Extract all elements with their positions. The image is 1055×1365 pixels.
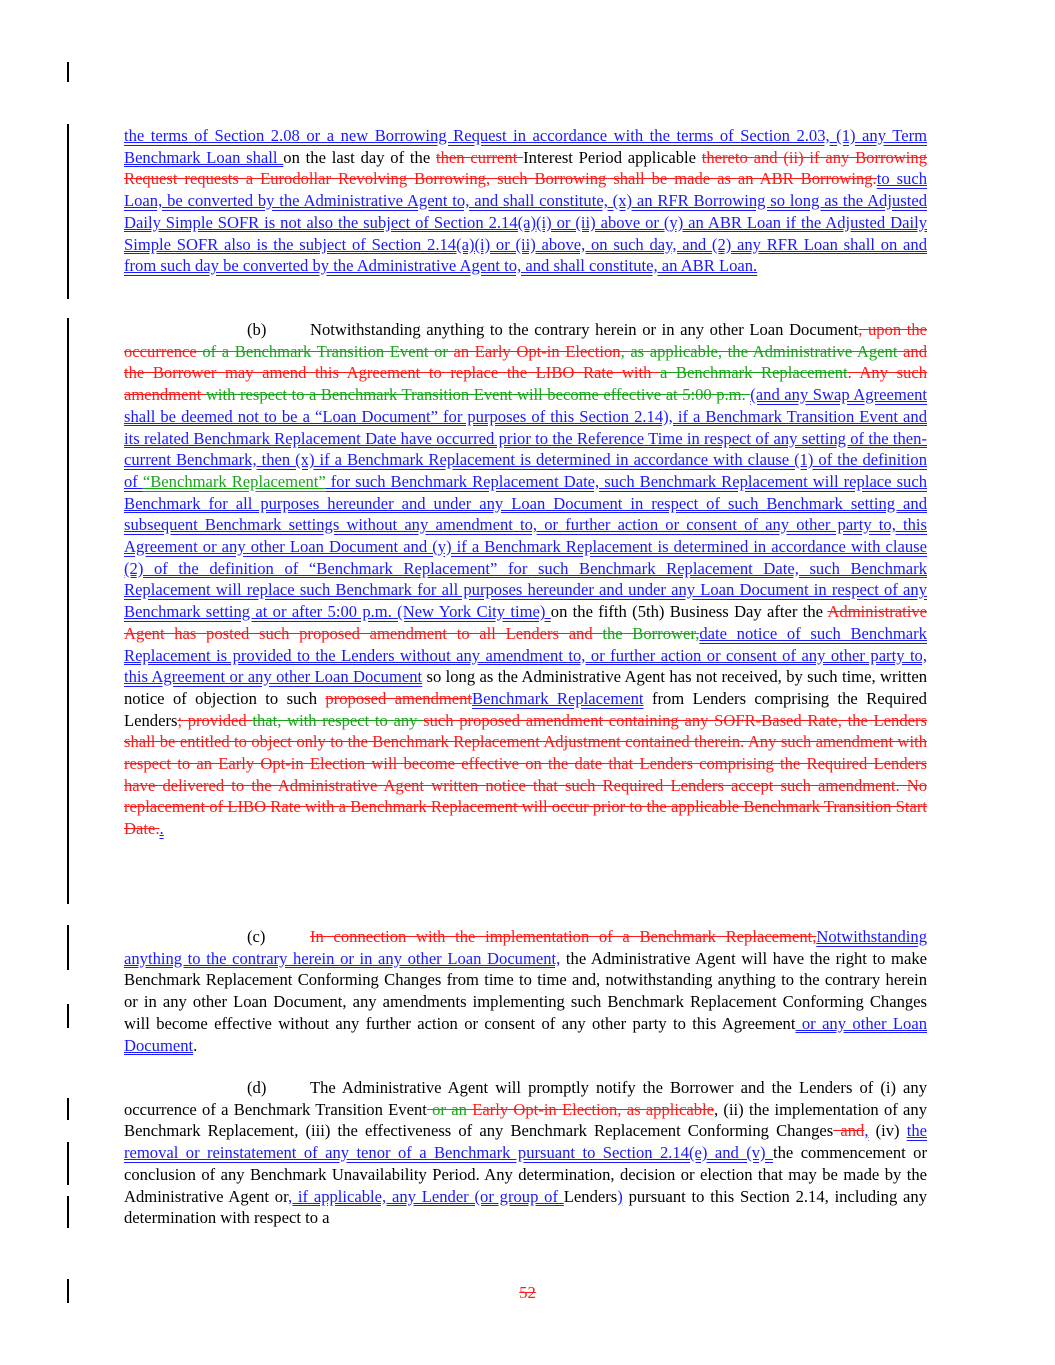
inserted-text: date notice of such Benchmark Replacement is provided to the Lenders without any amendment to, or further action or consent of any other party to, this Agreement or any other Loan Document (124, 623, 927, 687)
text: , (ii) the implementation of any Benchmark Replacement, (iii) the effectiveness of any Benchmark Replacement Conforming Changes (124, 1099, 928, 1141)
deleted-text: Early Opt-in Election, as applicable (472, 1099, 714, 1119)
inserted-text: to such Loan, be converted by the Administrative Agent to, and shall constitute, (x) an RFR Borrowing so long as the Adjusted Daily Simple SOFR is not also the subject of Section 2.14(a)(i) or (ii) above or (y) an ABR Loan if the Adjusted Daily Simple SOFR also is the subject of Section 2.14(a)(i) or (ii) above, on such day, and (2) any RFR Loan shall on and from such day be converted by the Administrative Agent to, and shall constitute, an ABR Loan. (124, 169, 927, 276)
moved-inserted-text: “Benchmark Replacement” (142, 471, 326, 491)
change-bar (67, 62, 69, 82)
moved-text: of a Benchmark Transition Event or (202, 341, 454, 361)
deleted-text: , upon the occurrence (124, 320, 928, 361)
deleted-text: ; provided (177, 710, 253, 730)
text: the Administrative Agent will have the right to make Benchmark Replacement Conforming Changes from time to time and, notwithstanding anything to the contrary herein or in any other Loan Document, any amendments implementing such Benchmark Replacement Conforming Changes will become effective without any further action or consent of any other party to this Agreement (124, 948, 927, 1033)
inserted-text: Benchmark Replacement (472, 688, 644, 708)
moved-text: , as applicable, the Administrative Agent (620, 341, 904, 361)
change-bar (67, 1004, 69, 1028)
moved-text: the Borrower, (602, 623, 700, 643)
inserted-text: , if applicable, any Lender (or group of (287, 1186, 564, 1206)
inserted-text: ) (617, 1186, 623, 1206)
inserted-text: or any other Loan Document (124, 1013, 927, 1055)
deleted-text: then current (435, 147, 524, 167)
deleted-text: In connection with the implementation of a Benchmark Replacement, (310, 927, 817, 946)
text: the commencement or conclusion of any Benchmark Unavailability Period. Any determination, decision or election that may be made by the Administrative Agent or (124, 1143, 927, 1206)
paragraph-d (124, 1077, 927, 1229)
deleted-text: (ii) if any Borrowing Request requests a Eurodollar Revolving Borrowing, such Borrowing shall be made as an ABR Borrowing. (124, 147, 927, 189)
inserted-text: the removal or reinstatement of any tenor of a Benchmark pursuant to Section 2.14(e) and (v) (124, 1121, 927, 1163)
inserted-text: for such Benchmark Replacement Date, such Benchmark Replacement will replace such Benchmark for all purposes hereunder and under any Loan Document in respect of such Benchmark setting and subsequent Benchmark settings without any amendment to, or further action or consent of any other party to, this Agreement or any other Loan Document and (y) if a Benchmark Replacement is determined in accordance with clause (2) of the definition of “Benchmark Replacement” for such Benchmark Replacement Date, such Benchmark Replacement will replace such Benchmark for all purposes hereunder and under any Loan Document in respect of any Benchmark setting at or after 5:00 p.m. (New York City time) (124, 471, 927, 622)
change-bar (67, 1142, 69, 1185)
text: Interest Period applicable (523, 147, 702, 167)
deleted-text: Administrative Agent has posted such proposed amendment to all Lenders and (124, 602, 927, 643)
moved-text: or an (426, 1099, 473, 1119)
text: . (193, 1035, 198, 1055)
deleted-text: such proposed amendment containing any SOFR-Based Rate, the Lenders shall be entitled to object only to the Benchmark Replacement Adjustment contained therein. Any such amendment with respect to an Early Opt-in Election will become effective on the date that Lenders comprising the Required Lenders have delivered to the Administrative Agent written notice that such Required Lenders accept such amendment. No replacement of LIBO Rate with a Benchmark Replacement will occur prior to the applicable Benchmark Transition Start Date. (124, 710, 927, 839)
text: Lenders (563, 1186, 618, 1206)
deleted-text: and (833, 1121, 865, 1141)
deleted-text: an Early Opt-in Election (453, 341, 621, 361)
deleted-text: . Any such amendment (124, 363, 927, 405)
text: The Administrative Agent will promptly notify the Borrower and the Lenders of (i) any occurrence of a Benchmark Transition Event (124, 1078, 927, 1119)
moved-text: that, with respect to any (252, 710, 424, 730)
text: on the last day of the (283, 147, 436, 167)
page-number: 52 (519, 1283, 536, 1302)
inserted-text: . (159, 819, 164, 839)
deleted-text: thereto and (701, 147, 778, 167)
change-bar (67, 1098, 69, 1120)
paragraph-c (124, 926, 927, 1056)
text: pursuant to this Section 2.14, including any determination with respect to a (124, 1186, 928, 1228)
moved-text: with respect to a Benchmark Transition Event will become effective at 5:00 p.m. (205, 385, 751, 405)
text: on the fifth (5th) Business Day after the (550, 602, 828, 622)
text: so long as the Administrative Agent has not received, by such time, written notice of objection to such (124, 667, 927, 708)
paragraph-a-continuation (124, 125, 927, 277)
deleted-text: proposed amendment (325, 688, 473, 708)
paragraph-label: (c) (247, 927, 266, 946)
change-bar (67, 318, 69, 904)
inserted-text: the terms of Section 2.08 or a new Borrowing Request in accordance with the terms of Section 2.03, (1) any Term Benchmark Loan shall (124, 126, 927, 167)
change-bar (67, 124, 69, 299)
inserted-text: Notwithstanding anything to the contrary herein or in any other Loan Document, (124, 927, 927, 968)
paragraph-label: (b) (247, 320, 267, 339)
paragraph-label: (d) (247, 1078, 267, 1097)
inserted-text: , (864, 1121, 869, 1141)
deleted-text: and the Borrower may amend this Agreement to replace the LIBO Rate with (124, 341, 927, 383)
text: from Lenders comprising the Required Lenders (124, 688, 927, 730)
inserted-text: (and any Swap Agreement shall be deemed not to be a “Loan Document” for purposes of this Section 2.14), if a Benchmark Transition Event and its related Benchmark Replacement Date have occurred prior to the Reference Time in respect of any setting of the then-current Benchmark, then (x) if a Benchmark Replacement is determined in accordance with clause (1) of the definition of (124, 385, 927, 491)
text: (iv) (868, 1121, 907, 1141)
change-bar (67, 1196, 69, 1228)
moved-text: a Benchmark Replacement (660, 363, 848, 383)
text: Notwithstanding anything to the contrary herein or in any other Loan Document (310, 320, 859, 339)
change-bar (67, 925, 69, 970)
paragraph-b (124, 319, 927, 840)
